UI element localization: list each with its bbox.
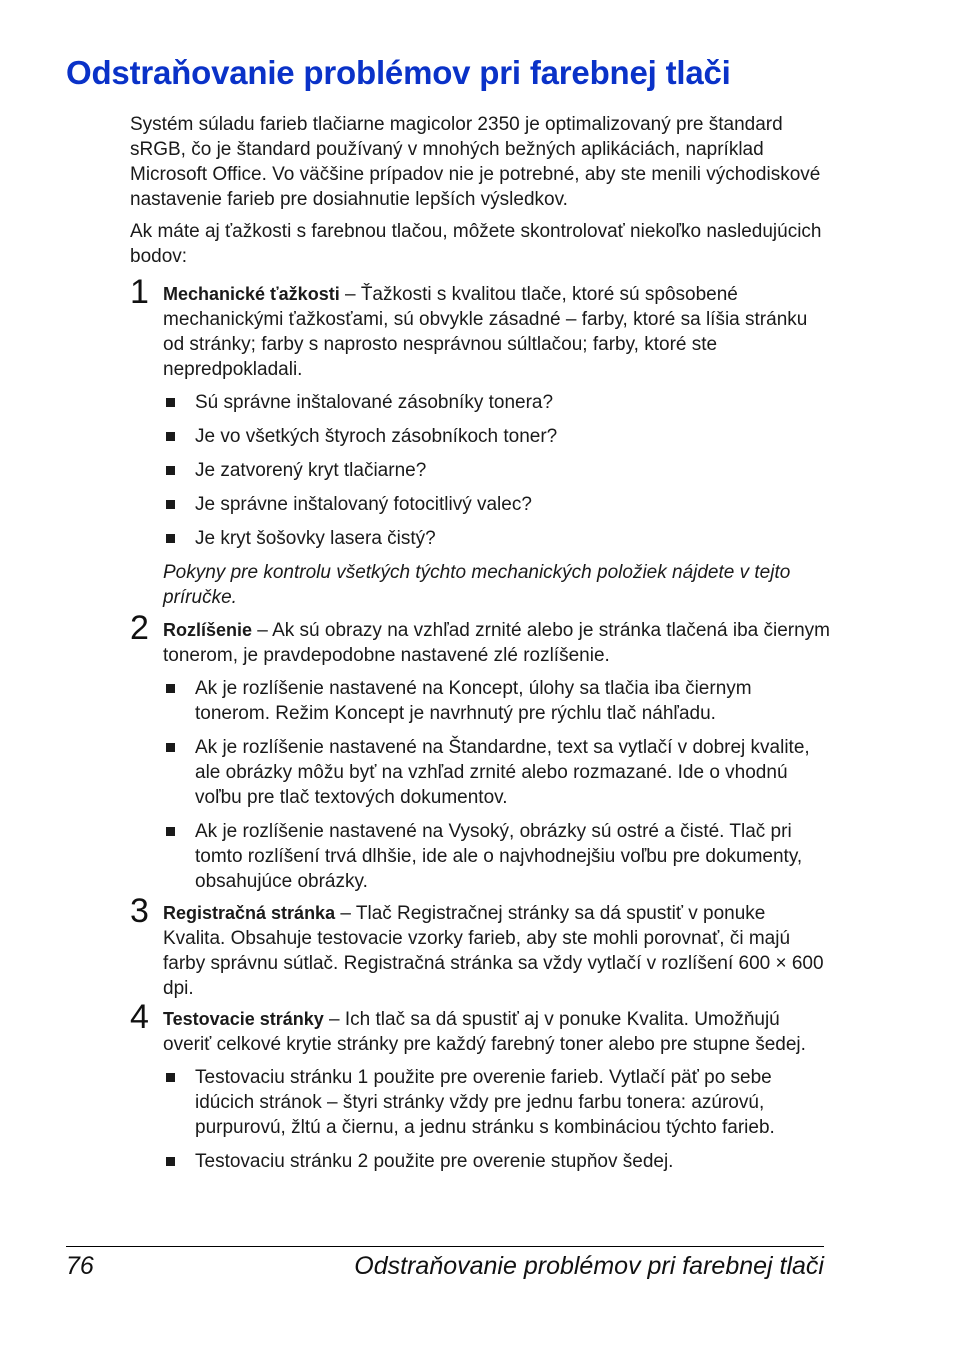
step-description	[163, 901, 830, 1001]
step-4	[130, 998, 830, 1183]
step-term: Registračná stránka	[163, 903, 336, 923]
step-3	[130, 892, 830, 1001]
list-item: Je kryt šošovky lasera čistý?	[163, 526, 830, 551]
page-number: 76	[66, 1252, 94, 1280]
page-title: Odstraňovanie problémov pri farebnej tlači	[66, 54, 731, 91]
step-1	[130, 273, 830, 610]
step-number: 1	[130, 273, 149, 311]
footer-divider	[66, 1246, 824, 1247]
step-number: 4	[130, 998, 149, 1036]
step-description	[163, 1007, 830, 1057]
list-item: Je zatvorený kryt tlačiarne?	[163, 458, 830, 483]
list-item: Testovaciu stránku 2 použite pre overenie stupňov šedej.	[163, 1149, 830, 1174]
step-number: 3	[130, 892, 149, 930]
step-term: Rozlíšenie	[163, 620, 253, 640]
intro-paragraph: Ak máte aj ťažkosti s farebnou tlačou, môžete skontrolovať niekoľko nasledujúcich bodov:	[130, 221, 822, 267]
bullet-list	[163, 390, 830, 551]
list-item: Ak je rozlíšenie nastavené na Koncept, úlohy sa tlačia iba čiernym tonerom. Režim Koncept je navrhnutý pre rýchlu tlač náhľadu.	[163, 676, 830, 726]
intro	[130, 112, 830, 276]
list-item: Je vo všetkých štyroch zásobníkoch toner?	[163, 424, 830, 449]
step-body	[163, 1007, 830, 1174]
step-text: – Ich tlač sa dá spustiť aj v ponuke Kvalita. Umožňujú overiť celkové krytie stránky pre každý farebný toner alebo pre stupne šedej.	[163, 1009, 806, 1055]
list-item: Sú správne inštalované zásobníky tonera?	[163, 390, 830, 415]
step-body	[163, 282, 830, 610]
step-number: 2	[130, 609, 149, 647]
step-body	[163, 901, 830, 1001]
step-2	[130, 609, 830, 903]
step-text: – Ťažkosti s kvalitou tlače, ktoré sú spôsobené mechanickými ťažkosťami, sú obvykle zásadné – farby, ktoré sa líšia stránku od stránky; farby s naprosto nesprávnou súltlačou; farby, ktoré ste nepredpokladali.	[163, 284, 808, 380]
step-term: Testovacie stránky	[163, 1009, 324, 1029]
list-item: Testovaciu stránku 1 použite pre overenie farieb. Vytlačí päť po sebe idúcich stránok – štyri stránky vždy pre jednu farbu tonera: azúrovú, purpurovú, žltú a čiernu, a jednu stránku s kombináciou týchto farieb.	[163, 1065, 830, 1140]
bullet-list	[163, 676, 830, 894]
list-item: Ak je rozlíšenie nastavené na Vysoký, obrázky sú ostré a čisté. Tlač pri tomto rozlíšení trvá dlhšie, ide ale o najvhodnejšiu voľbu pre dokumenty, obsahujúce obrázky.	[163, 819, 830, 894]
footer-section-title: Odstraňovanie problémov pri farebnej tlači	[354, 1252, 824, 1280]
step-term: Mechanické ťažkosti	[163, 284, 340, 304]
list-item: Je správne inštalovaný fotocitlivý valec?	[163, 492, 830, 517]
step-description	[163, 282, 830, 382]
bullet-list	[163, 1065, 830, 1174]
step-body	[163, 618, 830, 894]
step-text: – Ak sú obrazy na vzhľad zrnité alebo je stránka tlačená iba čiernym tonerom, je pravdepodobne nastavené zlé rozlíšenie.	[163, 620, 830, 666]
list-item: Ak je rozlíšenie nastavené na Štandardne, text sa vytlačí v dobrej kvalite, ale obrázky môžu byť na vzhľad zrnité alebo rozmazané. Ide o vhodnú voľbu pre tlač textových dokumentov.	[163, 735, 830, 810]
step-description	[163, 618, 830, 668]
step-text: – Tlač Registračnej stránky sa dá spustiť v ponuke Kvalita. Obsahuje testovacie vzorky farieb, aby ste mohli porovnať, či majú farby správnu sútlač. Registračná stránka sa vždy vytlačí v rozlíšení 600 × 600 dpi.	[163, 903, 824, 999]
intro-paragraph: Systém súladu farieb tlačiarne magicolor 2350 je optimalizovaný pre štandard sRGB, čo je štandard používaný v mnohých bežných aplikáciách, napríklad Microsoft Office. Vo väčšine prípadov nie je potrebné, aby ste menili východiskové nastavenie farieb pre dosiahnutie lepších výsledkov.	[130, 114, 821, 210]
step-note: Pokyny pre kontrolu všetkých týchto mechanických položiek nájdete v tejto príručke.	[163, 562, 791, 608]
